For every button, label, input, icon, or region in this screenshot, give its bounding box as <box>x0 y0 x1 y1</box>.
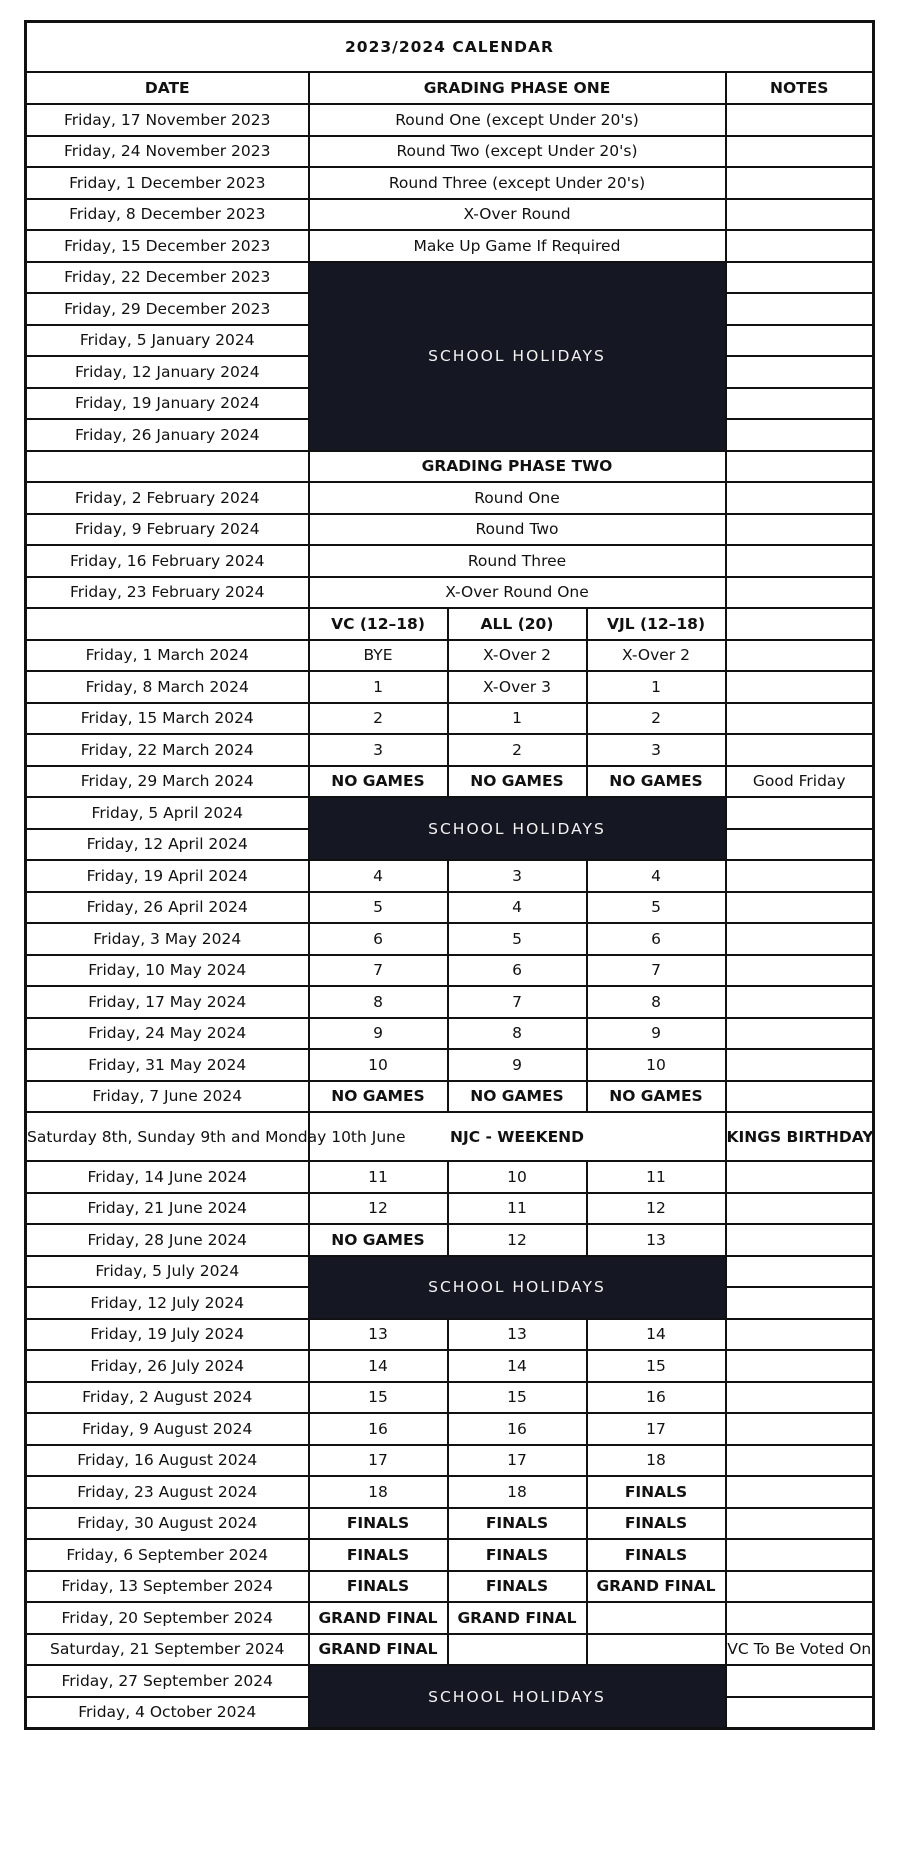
event-cell: Round Two (except Under 20's) <box>309 136 726 168</box>
date-cell: Friday, 19 January 2024 <box>26 388 309 420</box>
vc-cell: 5 <box>309 892 448 924</box>
holiday-row <box>26 1665 874 1697</box>
note-cell <box>726 892 874 924</box>
holiday-row <box>26 262 874 294</box>
all-cell: NO GAMES <box>448 1081 587 1113</box>
all-cell: 5 <box>448 923 587 955</box>
all-header: ALL (20) <box>448 608 587 640</box>
vc-cell: 8 <box>309 986 448 1018</box>
phase-one-header: GRADING PHASE ONE <box>309 72 726 104</box>
date-cell: Friday, 17 May 2024 <box>26 986 309 1018</box>
all-cell: 2 <box>448 734 587 766</box>
note-cell <box>726 1476 874 1508</box>
all-cell: 11 <box>448 1193 587 1225</box>
vc-cell: 6 <box>309 923 448 955</box>
round-row <box>26 1161 874 1193</box>
header-row <box>26 72 874 104</box>
title-row <box>26 22 874 73</box>
school-holidays-band: SCHOOL HOLIDAYS <box>309 262 726 451</box>
round-row <box>26 955 874 987</box>
vjl-cell: FINALS <box>587 1539 726 1571</box>
note-cell <box>726 1018 874 1050</box>
vc-cell: 10 <box>309 1049 448 1081</box>
all-cell: NO GAMES <box>448 766 587 798</box>
date-cell: Friday, 21 June 2024 <box>26 1193 309 1225</box>
note-cell <box>726 829 874 861</box>
vc-header: VC (12–18) <box>309 608 448 640</box>
note-cell <box>726 1697 874 1729</box>
date-cell: Friday, 13 September 2024 <box>26 1571 309 1603</box>
vjl-cell: 17 <box>587 1413 726 1445</box>
vjl-cell: FINALS <box>587 1508 726 1540</box>
note-cell <box>726 734 874 766</box>
note-cell <box>726 1413 874 1445</box>
date-cell: Friday, 15 December 2023 <box>26 230 309 262</box>
vc-cell: FINALS <box>309 1539 448 1571</box>
note-cell <box>726 1539 874 1571</box>
note-cell: Good Friday <box>726 766 874 798</box>
date-cell <box>26 608 309 640</box>
date-cell: Friday, 20 September 2024 <box>26 1602 309 1634</box>
round-row <box>26 1193 874 1225</box>
vc-cell: FINALS <box>309 1508 448 1540</box>
vjl-cell: X-Over 2 <box>587 640 726 672</box>
all-cell: 1 <box>448 703 587 735</box>
date-cell: Friday, 5 January 2024 <box>26 325 309 357</box>
event-cell: X-Over Round <box>309 199 726 231</box>
all-cell: GRAND FINAL <box>448 1602 587 1634</box>
all-cell: 17 <box>448 1445 587 1477</box>
all-cell: 15 <box>448 1382 587 1414</box>
date-cell: Friday, 12 July 2024 <box>26 1287 309 1319</box>
note-cell <box>726 1350 874 1382</box>
note-cell <box>726 388 874 420</box>
note-cell <box>726 703 874 735</box>
vjl-cell: NO GAMES <box>587 1081 726 1113</box>
date-header: DATE <box>26 72 309 104</box>
school-holidays-band: SCHOOL HOLIDAYS <box>309 1665 726 1729</box>
note-cell <box>726 1602 874 1634</box>
all-cell: 16 <box>448 1413 587 1445</box>
vc-cell: NO GAMES <box>309 1224 448 1256</box>
date-cell: Friday, 27 September 2024 <box>26 1665 309 1697</box>
vc-cell: GRAND FINAL <box>309 1634 448 1666</box>
note-cell <box>726 230 874 262</box>
vc-cell: FINALS <box>309 1571 448 1603</box>
all-cell: 13 <box>448 1319 587 1351</box>
vc-cell: 2 <box>309 703 448 735</box>
vc-cell: 3 <box>309 734 448 766</box>
round-row <box>26 1382 874 1414</box>
date-cell: Friday, 9 February 2024 <box>26 514 309 546</box>
note-cell <box>726 1508 874 1540</box>
vc-cell: 7 <box>309 955 448 987</box>
note-cell <box>726 482 874 514</box>
note-cell <box>726 1193 874 1225</box>
round-row <box>26 1081 874 1113</box>
round-row <box>26 1049 874 1081</box>
date-cell <box>26 451 309 483</box>
phase-one-row <box>26 104 874 136</box>
vjl-cell: 18 <box>587 1445 726 1477</box>
date-cell: Friday, 2 February 2024 <box>26 482 309 514</box>
vc-cell: 13 <box>309 1319 448 1351</box>
all-cell: FINALS <box>448 1508 587 1540</box>
note-cell <box>726 923 874 955</box>
phase-two-row <box>26 514 874 546</box>
note-cell <box>726 1049 874 1081</box>
njc-weekend-row <box>26 1112 874 1161</box>
round-row <box>26 923 874 955</box>
round-row <box>26 640 874 672</box>
round-row <box>26 1602 874 1634</box>
date-cell: Friday, 16 February 2024 <box>26 545 309 577</box>
date-cell: Friday, 6 September 2024 <box>26 1539 309 1571</box>
calendar-table <box>24 20 875 1730</box>
date-cell: Friday, 5 April 2024 <box>26 797 309 829</box>
phase-two-row <box>26 577 874 609</box>
note-cell <box>726 671 874 703</box>
date-cell: Friday, 7 June 2024 <box>26 1081 309 1113</box>
date-cell: Friday, 8 December 2023 <box>26 199 309 231</box>
all-cell: 10 <box>448 1161 587 1193</box>
date-cell: Friday, 4 October 2024 <box>26 1697 309 1729</box>
round-row <box>26 1571 874 1603</box>
all-cell: 9 <box>448 1049 587 1081</box>
all-cell: FINALS <box>448 1539 587 1571</box>
event-cell: Make Up Game If Required <box>309 230 726 262</box>
vjl-cell: 1 <box>587 671 726 703</box>
event-cell: Round Three (except Under 20's) <box>309 167 726 199</box>
all-cell: FINALS <box>448 1571 587 1603</box>
note-cell <box>726 577 874 609</box>
date-cell: Friday, 12 January 2024 <box>26 356 309 388</box>
school-holidays-band: SCHOOL HOLIDAYS <box>309 797 726 860</box>
date-cell: Friday, 23 February 2024 <box>26 577 309 609</box>
vc-cell: 11 <box>309 1161 448 1193</box>
date-cell: Friday, 29 March 2024 <box>26 766 309 798</box>
calendar-title: 2023/2024 CALENDAR <box>26 22 874 73</box>
vjl-header: VJL (12–18) <box>587 608 726 640</box>
date-cell: Friday, 16 August 2024 <box>26 1445 309 1477</box>
vjl-cell: 13 <box>587 1224 726 1256</box>
vjl-cell <box>587 1634 726 1666</box>
vjl-cell: NO GAMES <box>587 766 726 798</box>
vjl-cell: 12 <box>587 1193 726 1225</box>
calendar-body <box>26 22 874 1729</box>
kings-birthday-note: KINGS BIRTHDAY <box>726 1112 874 1161</box>
event-cell: Round One (except Under 20's) <box>309 104 726 136</box>
note-cell: VC To Be Voted On <box>726 1634 874 1666</box>
date-cell: Friday, 14 June 2024 <box>26 1161 309 1193</box>
round-row <box>26 734 874 766</box>
school-holidays-band: SCHOOL HOLIDAYS <box>309 1256 726 1319</box>
vc-cell: 15 <box>309 1382 448 1414</box>
event-cell: X-Over Round One <box>309 577 726 609</box>
vjl-cell: 6 <box>587 923 726 955</box>
date-cell: Friday, 5 July 2024 <box>26 1256 309 1288</box>
round-row <box>26 1476 874 1508</box>
date-cell: Friday, 24 May 2024 <box>26 1018 309 1050</box>
note-cell <box>726 1665 874 1697</box>
date-cell: Friday, 17 November 2023 <box>26 104 309 136</box>
date-cell: Friday, 26 January 2024 <box>26 419 309 451</box>
note-cell <box>726 451 874 483</box>
date-cell: Friday, 31 May 2024 <box>26 1049 309 1081</box>
all-cell: 14 <box>448 1350 587 1382</box>
note-cell <box>726 1161 874 1193</box>
note-cell <box>726 1287 874 1319</box>
all-cell: 3 <box>448 860 587 892</box>
note-cell <box>726 640 874 672</box>
vjl-cell: 14 <box>587 1319 726 1351</box>
date-cell: Friday, 28 June 2024 <box>26 1224 309 1256</box>
vjl-cell: 8 <box>587 986 726 1018</box>
note-cell <box>726 262 874 294</box>
vjl-cell: 9 <box>587 1018 726 1050</box>
event-cell: Round One <box>309 482 726 514</box>
note-cell <box>726 1445 874 1477</box>
phase-two-row <box>26 482 874 514</box>
date-cell: Friday, 10 May 2024 <box>26 955 309 987</box>
vjl-cell <box>587 1602 726 1634</box>
round-row <box>26 1413 874 1445</box>
note-cell <box>726 325 874 357</box>
vjl-cell: 15 <box>587 1350 726 1382</box>
date-cell: Friday, 29 December 2023 <box>26 293 309 325</box>
note-cell <box>726 1224 874 1256</box>
vc-cell: NO GAMES <box>309 1081 448 1113</box>
round-row <box>26 1319 874 1351</box>
note-cell <box>726 797 874 829</box>
phase-one-row <box>26 199 874 231</box>
round-row <box>26 860 874 892</box>
date-cell: Saturday, 21 September 2024 <box>26 1634 309 1666</box>
vjl-cell: 16 <box>587 1382 726 1414</box>
vc-cell: 9 <box>309 1018 448 1050</box>
vc-cell: NO GAMES <box>309 766 448 798</box>
round-row <box>26 1018 874 1050</box>
holiday-row <box>26 1256 874 1288</box>
phase-two-header-row <box>26 451 874 483</box>
date-cell: Saturday 8th, Sunday 9th and Monday 10th June <box>26 1112 309 1161</box>
event-cell: Round Two <box>309 514 726 546</box>
all-cell <box>448 1634 587 1666</box>
date-cell: Friday, 22 March 2024 <box>26 734 309 766</box>
date-cell: Friday, 1 December 2023 <box>26 167 309 199</box>
note-cell <box>726 104 874 136</box>
vc-cell: 16 <box>309 1413 448 1445</box>
vjl-cell: 5 <box>587 892 726 924</box>
date-cell: Friday, 30 August 2024 <box>26 1508 309 1540</box>
vjl-cell: 7 <box>587 955 726 987</box>
all-cell: 18 <box>448 1476 587 1508</box>
note-cell <box>726 199 874 231</box>
note-cell <box>726 545 874 577</box>
vc-cell: 17 <box>309 1445 448 1477</box>
round-row <box>26 671 874 703</box>
date-cell: Friday, 9 August 2024 <box>26 1413 309 1445</box>
note-cell <box>726 293 874 325</box>
date-cell: Friday, 24 November 2023 <box>26 136 309 168</box>
phase-one-row <box>26 230 874 262</box>
all-cell: 6 <box>448 955 587 987</box>
date-cell: Friday, 26 April 2024 <box>26 892 309 924</box>
note-cell <box>726 955 874 987</box>
note-cell <box>726 1319 874 1351</box>
round-row <box>26 986 874 1018</box>
vjl-cell: 10 <box>587 1049 726 1081</box>
phase-two-header: GRADING PHASE TWO <box>309 451 726 483</box>
vc-cell: GRAND FINAL <box>309 1602 448 1634</box>
round-row <box>26 766 874 798</box>
vjl-cell: 4 <box>587 860 726 892</box>
date-cell: Friday, 15 March 2024 <box>26 703 309 735</box>
note-cell <box>726 514 874 546</box>
round-row <box>26 1634 874 1666</box>
all-cell: 7 <box>448 986 587 1018</box>
vc-cell: 4 <box>309 860 448 892</box>
vjl-cell: FINALS <box>587 1476 726 1508</box>
vjl-cell: 11 <box>587 1161 726 1193</box>
holiday-row <box>26 797 874 829</box>
round-row <box>26 1445 874 1477</box>
date-cell: Friday, 19 July 2024 <box>26 1319 309 1351</box>
note-cell <box>726 986 874 1018</box>
note-cell <box>726 1256 874 1288</box>
vc-cell: 14 <box>309 1350 448 1382</box>
note-cell <box>726 860 874 892</box>
all-cell: X-Over 2 <box>448 640 587 672</box>
round-row <box>26 1539 874 1571</box>
note-cell <box>726 608 874 640</box>
vc-cell: 12 <box>309 1193 448 1225</box>
all-cell: 4 <box>448 892 587 924</box>
vc-cell: 18 <box>309 1476 448 1508</box>
note-cell <box>726 1382 874 1414</box>
all-cell: 12 <box>448 1224 587 1256</box>
date-cell: Friday, 23 August 2024 <box>26 1476 309 1508</box>
vjl-cell: 3 <box>587 734 726 766</box>
vjl-cell: GRAND FINAL <box>587 1571 726 1603</box>
phase-one-row <box>26 167 874 199</box>
date-cell: Friday, 3 May 2024 <box>26 923 309 955</box>
all-cell: X-Over 3 <box>448 671 587 703</box>
note-cell <box>726 1571 874 1603</box>
notes-header: NOTES <box>726 72 874 104</box>
date-cell: Friday, 19 April 2024 <box>26 860 309 892</box>
note-cell <box>726 136 874 168</box>
phase-two-row <box>26 545 874 577</box>
vjl-cell: 2 <box>587 703 726 735</box>
all-cell: 8 <box>448 1018 587 1050</box>
round-row <box>26 1350 874 1382</box>
note-cell <box>726 1081 874 1113</box>
note-cell <box>726 419 874 451</box>
event-cell: Round Three <box>309 545 726 577</box>
date-cell: Friday, 1 March 2024 <box>26 640 309 672</box>
phase-one-row <box>26 136 874 168</box>
division-header-row <box>26 608 874 640</box>
date-cell: Friday, 12 April 2024 <box>26 829 309 861</box>
note-cell <box>726 356 874 388</box>
note-cell <box>726 167 874 199</box>
date-cell: Friday, 8 March 2024 <box>26 671 309 703</box>
vc-cell: BYE <box>309 640 448 672</box>
round-row <box>26 1508 874 1540</box>
round-row <box>26 892 874 924</box>
round-row <box>26 1224 874 1256</box>
njc-weekend-cell: NJC - WEEKEND <box>309 1112 726 1161</box>
date-cell: Friday, 26 July 2024 <box>26 1350 309 1382</box>
round-row <box>26 703 874 735</box>
date-cell: Friday, 2 August 2024 <box>26 1382 309 1414</box>
vc-cell: 1 <box>309 671 448 703</box>
date-cell: Friday, 22 December 2023 <box>26 262 309 294</box>
